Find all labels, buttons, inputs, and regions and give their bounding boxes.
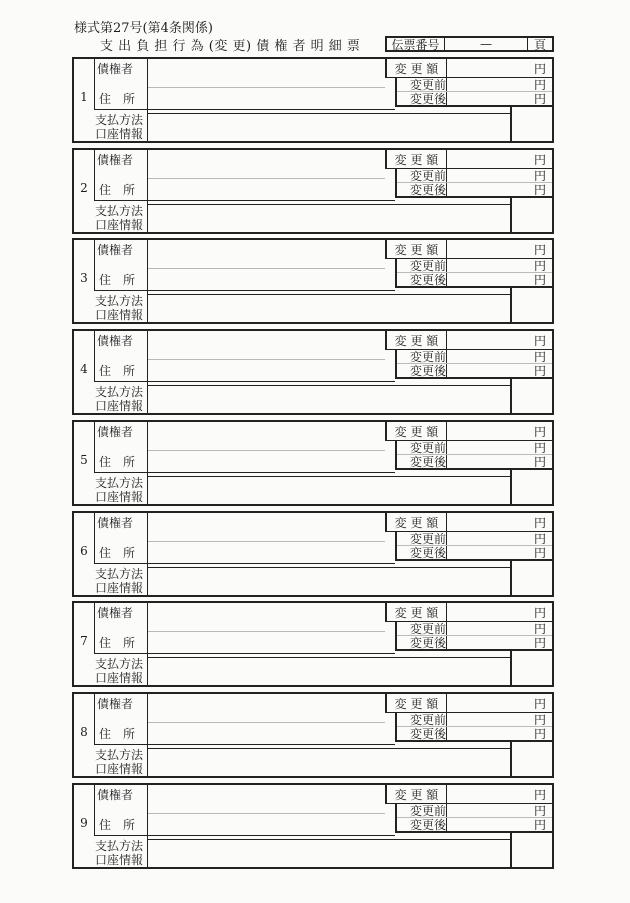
corner-cell bbox=[510, 833, 552, 867]
after-change-label: 変更後 bbox=[397, 364, 447, 377]
after-change-row bbox=[397, 818, 552, 831]
after-change-row bbox=[397, 92, 552, 105]
address-row-bottom-line bbox=[94, 653, 395, 654]
payment-account-field bbox=[148, 477, 510, 504]
creditor-label: 債権者 bbox=[97, 697, 134, 711]
address-label: 住 所 bbox=[99, 727, 136, 741]
creditor-label: 債権者 bbox=[97, 788, 134, 802]
creditor-block bbox=[72, 420, 554, 506]
number-column-divider bbox=[94, 59, 95, 110]
number-column-divider bbox=[94, 694, 95, 745]
account-info-label: 口座情報 bbox=[95, 127, 144, 141]
yen-label: 円 bbox=[533, 169, 546, 183]
number-column-divider bbox=[94, 150, 95, 201]
after-change-field bbox=[447, 183, 552, 196]
change-amount-field bbox=[447, 785, 552, 803]
corner-cell bbox=[510, 651, 552, 685]
change-amount-label: 変 更 額 bbox=[387, 59, 447, 77]
address-label: 住 所 bbox=[99, 636, 136, 650]
address-field bbox=[148, 451, 385, 472]
before-after-box bbox=[395, 169, 552, 198]
change-amount-field bbox=[447, 59, 552, 77]
after-change-label: 変更後 bbox=[397, 273, 447, 286]
after-change-label: 変更後 bbox=[397, 92, 447, 105]
yen-label: 円 bbox=[533, 515, 546, 530]
after-change-field bbox=[447, 636, 552, 649]
before-change-label: 変更前 bbox=[397, 713, 447, 726]
change-amount-label: 変 更 額 bbox=[387, 240, 447, 258]
address-label: 住 所 bbox=[99, 273, 136, 287]
before-after-box bbox=[395, 350, 552, 379]
creditor-block bbox=[72, 329, 554, 415]
corner-cell bbox=[510, 470, 552, 504]
creditor-field bbox=[148, 694, 385, 722]
creditor-field bbox=[148, 513, 385, 541]
creditor-label: 債権者 bbox=[97, 334, 134, 348]
address-row-bottom-line bbox=[94, 381, 395, 382]
account-info-label: 口座情報 bbox=[95, 308, 144, 322]
number-column-divider bbox=[94, 422, 95, 473]
yen-label: 円 bbox=[533, 61, 546, 76]
address-label: 住 所 bbox=[99, 455, 136, 469]
before-after-box bbox=[395, 532, 552, 561]
payment-account-field bbox=[148, 114, 510, 141]
after-change-field bbox=[447, 818, 552, 831]
change-amount-label: 変 更 額 bbox=[387, 150, 447, 168]
change-amount-field bbox=[447, 240, 552, 258]
after-change-field bbox=[447, 364, 552, 377]
yen-label: 円 bbox=[533, 92, 546, 106]
address-field bbox=[148, 542, 385, 563]
change-amount-label: 変 更 額 bbox=[387, 603, 447, 621]
address-label: 住 所 bbox=[99, 183, 136, 197]
address-row-bottom-line bbox=[94, 835, 395, 836]
account-info-label: 口座情報 bbox=[95, 762, 144, 776]
account-info-label: 口座情報 bbox=[95, 853, 144, 867]
before-change-label: 変更前 bbox=[397, 622, 447, 635]
corner-cell bbox=[510, 379, 552, 413]
row-number: 3 bbox=[80, 271, 88, 285]
after-change-label: 変更後 bbox=[397, 183, 447, 196]
after-change-field bbox=[447, 273, 552, 286]
change-amount-label: 変 更 額 bbox=[387, 694, 447, 712]
corner-cell bbox=[510, 198, 552, 232]
before-after-box bbox=[395, 622, 552, 651]
payment-method-label: 支払方法 bbox=[95, 839, 144, 853]
slip-number-value: — bbox=[445, 38, 528, 50]
payment-method-label: 支払方法 bbox=[95, 748, 144, 762]
change-amount-label: 変 更 額 bbox=[387, 513, 447, 531]
creditor-field bbox=[148, 240, 385, 268]
corner-cell bbox=[510, 561, 552, 595]
payment-account-field bbox=[148, 205, 510, 232]
after-change-label: 変更後 bbox=[397, 818, 447, 831]
address-field bbox=[148, 269, 385, 290]
creditor-block bbox=[72, 783, 554, 869]
change-amount-field bbox=[447, 422, 552, 440]
row-number: 7 bbox=[80, 634, 88, 648]
form-number-label: 様式第27号(第4条関係) bbox=[74, 21, 213, 36]
after-change-field bbox=[447, 92, 552, 105]
before-change-label: 変更前 bbox=[397, 169, 447, 182]
address-row-bottom-line bbox=[94, 472, 395, 473]
payment-method-label: 支払方法 bbox=[95, 204, 144, 218]
after-change-label: 変更後 bbox=[397, 636, 447, 649]
yen-label: 円 bbox=[533, 622, 546, 636]
after-change-row bbox=[397, 636, 552, 649]
address-field bbox=[148, 814, 385, 835]
payment-account-field bbox=[148, 568, 510, 595]
row-number: 4 bbox=[80, 362, 88, 376]
row-number: 1 bbox=[80, 90, 88, 104]
change-amount-label: 変 更 額 bbox=[387, 422, 447, 440]
after-change-label: 変更後 bbox=[397, 546, 447, 559]
address-row-bottom-line bbox=[94, 200, 395, 201]
before-after-box bbox=[395, 441, 552, 470]
before-change-label: 変更前 bbox=[397, 804, 447, 817]
row-number: 2 bbox=[80, 181, 88, 195]
payment-method-label: 支払方法 bbox=[95, 476, 144, 490]
address-label: 住 所 bbox=[99, 364, 136, 378]
yen-label: 円 bbox=[533, 696, 546, 711]
after-change-field bbox=[447, 727, 552, 740]
yen-label: 円 bbox=[533, 259, 546, 273]
after-change-row bbox=[397, 546, 552, 559]
payment-method-label: 支払方法 bbox=[95, 294, 144, 308]
account-info-label: 口座情報 bbox=[95, 581, 144, 595]
account-info-label: 口座情報 bbox=[95, 490, 144, 504]
corner-cell bbox=[510, 742, 552, 776]
after-change-label: 変更後 bbox=[397, 455, 447, 468]
payment-account-field bbox=[148, 295, 510, 322]
creditor-block bbox=[72, 238, 554, 324]
number-column-divider bbox=[94, 785, 95, 836]
yen-label: 円 bbox=[533, 605, 546, 620]
yen-label: 円 bbox=[533, 364, 546, 378]
creditor-label: 債権者 bbox=[97, 243, 134, 257]
address-field bbox=[148, 88, 385, 109]
before-after-box bbox=[395, 259, 552, 288]
address-label: 住 所 bbox=[99, 92, 136, 106]
change-amount-field bbox=[447, 694, 552, 712]
after-change-row bbox=[397, 455, 552, 468]
address-row-bottom-line bbox=[94, 290, 395, 291]
before-after-box bbox=[395, 713, 552, 742]
creditor-label: 債権者 bbox=[97, 62, 134, 76]
before-change-label: 変更前 bbox=[397, 350, 447, 363]
change-amount-label: 変 更 額 bbox=[387, 331, 447, 349]
yen-label: 円 bbox=[533, 441, 546, 455]
number-column-divider bbox=[94, 331, 95, 382]
before-change-label: 変更前 bbox=[397, 78, 447, 91]
yen-label: 円 bbox=[533, 804, 546, 818]
creditor-block bbox=[72, 148, 554, 234]
change-amount-field bbox=[447, 603, 552, 621]
creditor-block bbox=[72, 601, 554, 687]
account-info-label: 口座情報 bbox=[95, 671, 144, 685]
address-field bbox=[148, 723, 385, 744]
address-label: 住 所 bbox=[99, 546, 136, 560]
payment-account-field bbox=[148, 386, 510, 413]
address-field bbox=[148, 360, 385, 381]
slip-number-label: 伝票番号 bbox=[387, 38, 445, 50]
address-field bbox=[148, 632, 385, 653]
after-change-row bbox=[397, 183, 552, 196]
account-info-label: 口座情報 bbox=[95, 399, 144, 413]
creditor-label: 債権者 bbox=[97, 606, 134, 620]
yen-label: 円 bbox=[533, 532, 546, 546]
after-change-row bbox=[397, 727, 552, 740]
address-label: 住 所 bbox=[99, 818, 136, 832]
row-number: 9 bbox=[80, 816, 88, 830]
yen-label: 円 bbox=[533, 787, 546, 802]
payment-account-field bbox=[148, 658, 510, 685]
payment-method-label: 支払方法 bbox=[95, 385, 144, 399]
yen-label: 円 bbox=[533, 818, 546, 832]
creditor-block bbox=[72, 57, 554, 143]
payment-method-label: 支払方法 bbox=[95, 657, 144, 671]
row-number: 5 bbox=[80, 453, 88, 467]
creditor-label: 債権者 bbox=[97, 153, 134, 167]
payment-method-label: 支払方法 bbox=[95, 113, 144, 127]
before-change-label: 変更前 bbox=[397, 532, 447, 545]
yen-label: 円 bbox=[533, 636, 546, 650]
yen-label: 円 bbox=[533, 242, 546, 257]
before-after-box bbox=[395, 78, 552, 107]
number-column-divider bbox=[94, 513, 95, 564]
creditor-block bbox=[72, 511, 554, 597]
corner-cell bbox=[510, 107, 552, 141]
payment-method-label: 支払方法 bbox=[95, 567, 144, 581]
payment-account-field bbox=[148, 840, 510, 867]
page-title: 支 出 負 担 行 為 (変 更) 債 権 者 明 細 票 bbox=[100, 39, 361, 54]
before-change-label: 変更前 bbox=[397, 259, 447, 272]
after-change-field bbox=[447, 546, 552, 559]
yen-label: 円 bbox=[533, 78, 546, 92]
change-amount-field bbox=[447, 150, 552, 168]
row-number: 6 bbox=[80, 544, 88, 558]
yen-label: 円 bbox=[533, 546, 546, 560]
after-change-label: 変更後 bbox=[397, 727, 447, 740]
yen-label: 円 bbox=[533, 333, 546, 348]
yen-label: 円 bbox=[533, 455, 546, 469]
yen-label: 円 bbox=[533, 424, 546, 439]
creditor-label: 債権者 bbox=[97, 516, 134, 530]
after-change-row bbox=[397, 273, 552, 286]
creditor-field bbox=[148, 422, 385, 450]
yen-label: 円 bbox=[533, 183, 546, 197]
address-field bbox=[148, 179, 385, 200]
yen-label: 円 bbox=[533, 713, 546, 727]
yen-label: 円 bbox=[533, 273, 546, 287]
yen-label: 円 bbox=[533, 152, 546, 167]
row-number: 8 bbox=[80, 725, 88, 739]
yen-label: 円 bbox=[533, 727, 546, 741]
creditor-field bbox=[148, 785, 385, 813]
yen-label: 円 bbox=[533, 350, 546, 364]
change-amount-label: 変 更 額 bbox=[387, 785, 447, 803]
creditor-field bbox=[148, 150, 385, 178]
change-amount-field bbox=[447, 513, 552, 531]
creditor-field bbox=[148, 331, 385, 359]
payment-account-field bbox=[148, 749, 510, 776]
after-change-field bbox=[447, 455, 552, 468]
number-column-divider bbox=[94, 240, 95, 291]
creditor-field bbox=[148, 603, 385, 631]
corner-cell bbox=[510, 288, 552, 322]
creditor-label: 債権者 bbox=[97, 425, 134, 439]
address-row-bottom-line bbox=[94, 744, 395, 745]
number-column-divider bbox=[94, 603, 95, 654]
before-change-label: 変更前 bbox=[397, 441, 447, 454]
address-row-bottom-line bbox=[94, 563, 395, 564]
creditor-block bbox=[72, 692, 554, 778]
after-change-row bbox=[397, 364, 552, 377]
address-row-bottom-line bbox=[94, 109, 395, 110]
page-count-label: 頁 bbox=[533, 37, 546, 52]
account-info-label: 口座情報 bbox=[95, 218, 144, 232]
creditor-field bbox=[148, 59, 385, 87]
change-amount-field bbox=[447, 331, 552, 349]
before-after-box bbox=[395, 804, 552, 833]
slip-number-box bbox=[385, 36, 554, 52]
